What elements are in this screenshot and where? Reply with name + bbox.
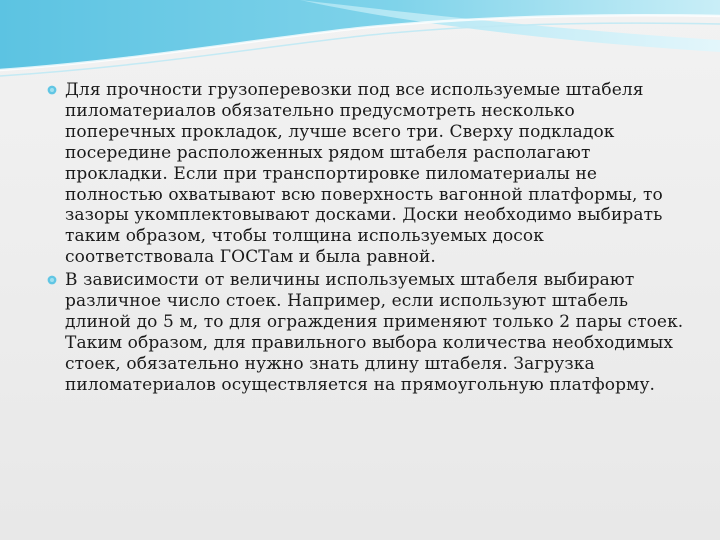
bullet-text: Для прочности грузоперевозки под все используемые штабеля пиломатериалов обязательно предусмотреть несколько поперечных прокладок, лучше всего три. Сверху подкладок посередине расположенных рядом штабеля располагают прокладки. Если при транспортировке пиломатериалы не полностью охватывают всю поверхность вагонной платформы, то зазоры укомплектовывают досками. Доски необходимо выбирать таким образом, чтобы толщина используемых досок соответствовала ГОСТам и была равной.: [65, 80, 663, 268]
header-wave-decoration: [0, 0, 720, 80]
slide-content: [44, 80, 684, 398]
bullet-item: [44, 80, 684, 268]
bullet-item: [44, 270, 684, 395]
bullet-disc-icon: [47, 275, 57, 285]
bullet-disc-icon: [47, 85, 57, 95]
bullet-text: В зависимости от величины используемых штабеля выбирают различное число стоек. Например, если используют штабель длиной до 5 м, то для ограждения применяют только 2 пары стоек. Таким образом, для правильного выбора количества необходимых стоек, обязательно нужно знать длину штабеля. Загрузка пиломатериалов осуществляется на прямоугольную платформу.: [65, 270, 684, 395]
